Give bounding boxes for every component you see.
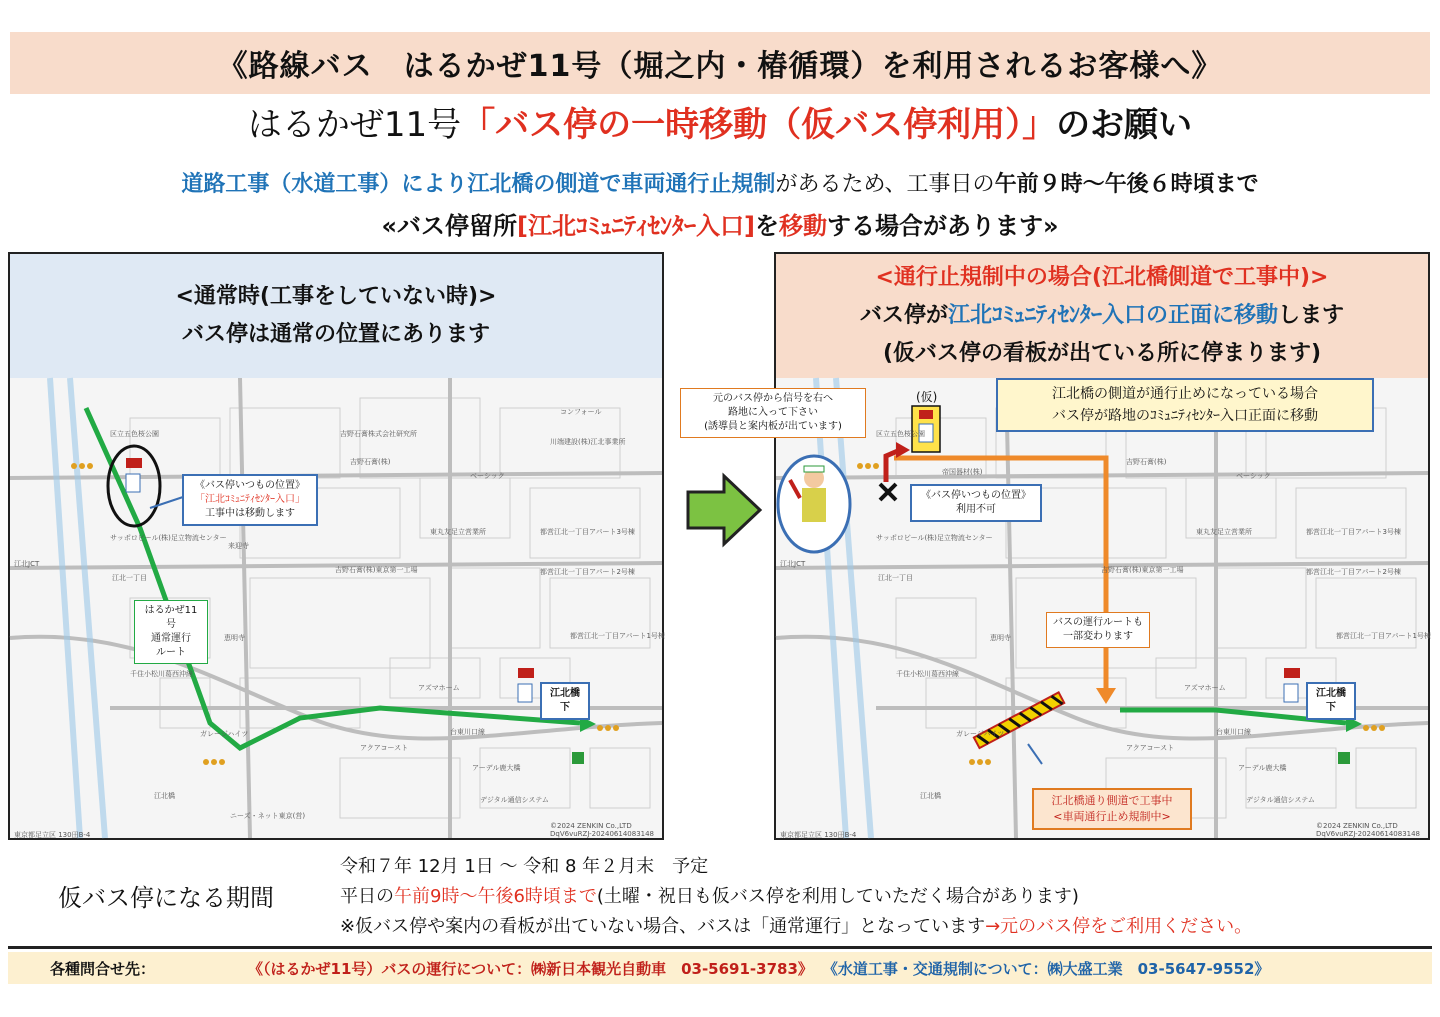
notice-line2-c: する場合があります» [826,212,1059,240]
svg-text:ガレージハイツ: ガレージハイツ [200,730,249,738]
svg-text:アズマホーム: アズマホーム [418,684,460,692]
svg-text:吉野石膏(株)東京第一工場: 吉野石膏(株)東京第一工場 [1101,566,1184,574]
svg-text:アズマホーム: アズマホーム [1184,684,1226,692]
left-map-ref: 東京都足立区 130田B-4 [14,831,91,839]
left-map-svg [10,378,665,838]
svg-text:江北JCT: 江北JCT [14,560,40,568]
right-map-credit: ©2024 ZENKIN Co.,LTD [1316,822,1398,830]
period-line3-red: →元のバス停をご利用ください。 [985,916,1253,937]
svg-text:千住小松川葛西沖線: 千住小松川葛西沖線 [896,670,959,678]
page-header-title: 《路線バス はるかぜ11号（堀之内・椿循環）を利用されるお客様へ》 [10,32,1430,94]
notice-line-2 [0,208,1440,244]
svg-text:都営江北一丁目アパート1号棟: 都営江北一丁目アパート1号棟 [1336,632,1431,640]
right-callout-move-1: 江北橋の側道が通行止めになっている場合 [1052,386,1318,402]
svg-text:都営江北一丁目アパート2号棟: 都営江北一丁目アパート2号棟 [1306,568,1401,576]
notice-line1-blue: 道路工事（水道工事）により江北橋の側道で車両通行止規制 [181,172,776,197]
svg-text:アーデル鹿大橋: アーデル鹿大橋 [1238,764,1287,772]
svg-text:帝国器材(株): 帝国器材(株) [942,468,983,476]
right-panel-header [774,252,1430,380]
svg-text:ベーシック: ベーシック [470,472,505,480]
footer-label: 各種問合せ先： [50,959,156,978]
right-sub-a: バス停が [859,303,948,328]
right-callout-work-2: <車両通行止め規制中> [1053,810,1171,823]
right-callout-route-1: バスの運行ルートも [1053,617,1143,628]
svg-text:ニーズ・ネット東京(営): ニーズ・ネット東京(営) [230,812,306,820]
left-stop2-label: 江北橋下 [540,682,590,720]
left-panel-heading: <通常時(工事をしていない時)> [175,284,497,309]
footer-divider [8,946,1432,949]
right-map-svg [776,378,1431,838]
svg-text:都営江北一丁目アパート2号棟: 都営江北一丁目アパート2号棟 [540,568,635,576]
svg-text:都営江北一丁目アパート3号棟: 都営江北一丁目アパート3号棟 [1306,528,1401,536]
period-line2-a: 平日の [340,886,394,907]
svg-text:来迎寺: 来迎寺 [228,542,249,550]
svg-text:東丸友足立営業所: 東丸友足立営業所 [430,528,486,536]
period-line2-red: 午前9時〜午後6時頃まで [394,886,597,907]
svg-text:台東川口線: 台東川口線 [450,728,485,736]
svg-text:サッポロビール(株)足立物流センター: サッポロビール(株)足立物流センター [110,534,227,542]
left-map-credit: ©2024 ZENKIN Co.,LTD [550,822,632,830]
right-arrow-icon [686,474,762,546]
svg-text:コンフォール: コンフォール [560,408,602,416]
right-callout-work [1032,788,1192,830]
left-callout-stop-title: 《バス停いつもの位置》 [195,480,305,491]
svg-text:吉野石膏(株): 吉野石膏(株) [350,458,391,466]
svg-text:江北橋: 江北橋 [154,792,175,800]
svg-text:千住小松川葛西沖線: 千住小松川葛西沖線 [130,670,193,678]
notice-line1-bold: 午前９時〜午後６時頃まで [994,172,1259,197]
left-panel-subheading: バス停は通常の位置にあります [181,322,490,347]
left-map-code: DqV6vuRZJ-20240614083148 [550,830,655,838]
svg-text:東丸友足立営業所: 東丸友足立営業所 [1196,528,1252,536]
left-callout-stop-name: 「江北ｺﾐｭﾆﾃｨｾﾝﾀｰ入口」 [195,494,305,505]
svg-text:吉野石膏(株)東京第一工場: 吉野石膏(株)東京第一工場 [335,566,418,574]
right-panel-subheading [860,297,1344,335]
right-callout-move-2: バス停が路地のｺﾐｭﾆﾃｨｾﾝﾀｰ入口正面に移動 [1052,408,1318,424]
right-callout-old-1: 《バス停いつもの位置》 [921,490,1031,501]
right-callout-guide-2: 路地に入って下さい [728,407,818,418]
notice-line2-red: [江北ｺﾐｭﾆﾃｨｾﾝﾀｰ入口] [517,212,755,240]
notice-line1-mid: があるため、工事日の [775,172,995,197]
svg-text:恵明寺: 恵明寺 [990,634,1011,642]
period-details [340,852,1252,942]
left-callout-route [134,600,208,664]
right-map-code: DqV6vuRZJ-20240614083148 [1316,830,1421,838]
period-line2-b: (土曜・祝日も仮バス停を利用していただく場合があります) [596,886,1079,907]
right-temp-label: (仮) [916,390,938,404]
svg-text:アクアコースト: アクアコースト [1126,744,1175,752]
headline-suffix: のお願い [1056,105,1193,145]
svg-text:区立五色桜公園: 区立五色桜公園 [876,430,925,438]
right-callout-guide [680,388,866,438]
svg-text:都営江北一丁目アパート1号棟: 都営江北一丁目アパート1号棟 [570,632,665,640]
left-map [8,378,664,840]
notice-line2-a: «バス停留所 [381,212,518,240]
right-panel-sub2: (仮バス停の看板が出ている所に停まります) [882,341,1322,366]
right-stop2-label: 江北橋下 [1306,682,1356,720]
svg-text:区立五色桜公園: 区立五色桜公園 [110,430,159,438]
notice-line2-b: を [754,212,779,240]
svg-text:吉野石膏(株): 吉野石膏(株) [1126,458,1167,466]
left-route-label-2: 通常運行 [151,633,191,644]
right-map-ref: 東京都足立区 130田B-4 [780,831,857,839]
left-route-label-3: ルート [156,647,186,658]
right-callout-move [996,378,1374,432]
footer-contact-works: 《水道工事・交通規制について：㈱大盛工業 03-5647-9552》 [822,959,1270,978]
svg-text:ベーシック: ベーシック [1236,472,1271,480]
svg-text:江北JCT: 江北JCT [780,560,806,568]
svg-text:江北一丁目: 江北一丁目 [112,574,147,582]
notice-line2-red2: 移動 [778,212,827,240]
right-map [704,378,1431,840]
right-callout-guide-3: (誘導員と案内板が出ています) [704,421,842,432]
notice-line-1 [0,168,1440,202]
period-line3-a: ※仮バス停や案内の看板が出ていない場合、バスは「通常運行」となっています [340,916,986,937]
right-callout-work-1: 江北橋通り側道で工事中 [1051,794,1173,807]
right-callout-old-stop [910,484,1042,522]
right-callout-guide-1: 元のバス停から信号を右へ [713,393,833,404]
svg-text:江北一丁目: 江北一丁目 [878,574,913,582]
left-panel-header [8,252,664,380]
right-sub-blue: 江北ｺﾐｭﾆﾃｨｾﾝﾀｰ入口の正面に移動 [947,303,1278,328]
headline-prefix: はるかぜ11号 [247,105,462,145]
svg-text:ガレージハイツ: ガレージハイツ [956,730,1005,738]
right-callout-route-2: 一部変わります [1063,631,1133,642]
svg-text:アクアコースト: アクアコースト [360,744,409,752]
svg-text:江北橋: 江北橋 [920,792,941,800]
svg-text:都営江北一丁目アパート3号棟: 都営江北一丁目アパート3号棟 [540,528,635,536]
svg-text:アーデル鹿大橋: アーデル鹿大橋 [472,764,521,772]
right-panel-heading: <通行止規制中の場合(江北橋側道で工事中)> [875,265,1329,290]
svg-text:恵明寺: 恵明寺 [224,634,245,642]
page-headline [0,100,1440,150]
right-callout-old-2: 利用不可 [956,504,996,515]
left-callout-stop-note: 工事中は移動します [205,508,295,519]
svg-text:川端建設(株)江北事業所: 川端建設(株)江北事業所 [550,438,626,446]
left-route-label-1: はるかぜ11号 [144,605,198,630]
footer-contacts [8,952,1432,984]
left-callout-stop [182,474,318,526]
right-callout-route [1046,612,1150,648]
svg-text:デジタル通信システム: デジタル通信システム [480,796,549,804]
period-label: 仮バス停になる期間 [58,884,274,912]
svg-text:サッポロビール(株)足立物流センター: サッポロビール(株)足立物流センター [876,534,993,542]
period-line-3 [340,912,1252,942]
footer-contact-bus: 《（はるかぜ11号）バスの運行について：㈱新日本観光自動車 03-5691-3783》 [248,959,813,978]
svg-text:台東川口線: 台東川口線 [1216,728,1251,736]
period-line-1: 令和７年 12月 1日 〜 令和 8 年２月末 予定 [340,856,709,877]
headline-red: 「バス停の一時移動（仮バス停利用）」 [461,105,1057,145]
right-sub-b: します [1278,303,1345,328]
svg-text:吉野石膏株式会社研究所: 吉野石膏株式会社研究所 [340,430,417,438]
period-line-2 [340,882,1252,912]
svg-text:デジタル通信システム: デジタル通信システム [1246,796,1315,804]
